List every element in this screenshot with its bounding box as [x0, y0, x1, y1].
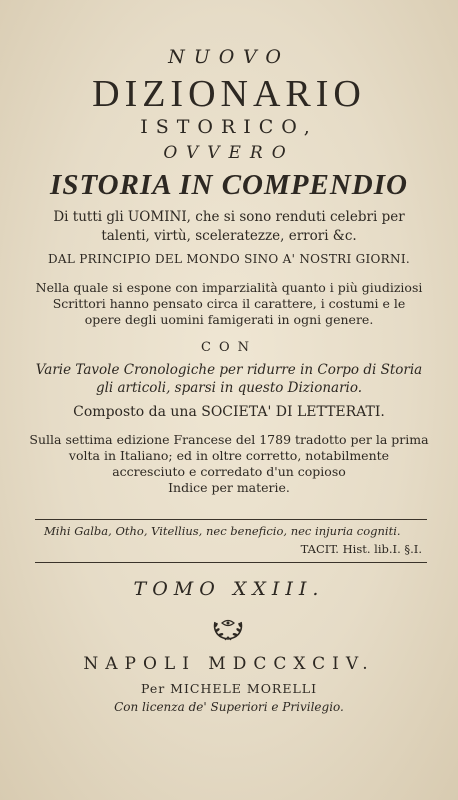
edition-block [0, 432, 458, 496]
description-line: Di tutti gli UOMINI, che si sono renduti celebri per [53, 209, 405, 225]
wreath-ornament-icon [209, 614, 247, 644]
title-storia-in-compendio: ISTORIA IN COMPENDIO [50, 169, 408, 201]
con-heading: CON [201, 340, 257, 355]
top-rule [35, 519, 427, 520]
title-nuovo: NUOVO [168, 46, 290, 68]
varie-line: gli articoli, sparsi in questo Dizionario. [95, 380, 363, 396]
bottom-rule [35, 562, 427, 563]
volume-label: TOMO XXIII. [133, 578, 325, 600]
edition-line: accresciuto e corredato d'un copioso [112, 464, 346, 479]
motto-source: TACIT. Hist. lib.I. §.I. [300, 542, 422, 556]
dal-principio-line: DAL PRINCIPIO DEL MONDO SINO A' NOSTRI GIORNI. [48, 252, 410, 266]
description-block [0, 208, 458, 246]
varie-line: Varie Tavole Cronologiche per ridurre in Corpo di Storia [35, 362, 423, 378]
motto-quote: Mihi Galba, Otho, Vitellius, nec beneficio, nec injuria cogniti. [44, 524, 401, 538]
nella-line: Scrittori hanno pensato circa il carattere, i costumi e le [52, 296, 406, 311]
edition-line: volta in Italiano; ed in oltre corretto, notabilmente [68, 448, 390, 463]
nella-line: opere degli uomini famigerati in ogni genere. [84, 312, 374, 327]
imprint-printer: Per MICHELE MORELLI [140, 681, 318, 696]
imprint-license: Con licenza de' Superiori e Privilegio. [114, 700, 344, 714]
imprint-place-date: NAPOLI MDCCXCIV. [83, 654, 375, 674]
nella-quale-block [0, 280, 458, 328]
edition-line: Sulla settima edizione Francese del 1789 tradotto per la prima [29, 432, 429, 447]
title-istorico: ISTORICO, [140, 116, 318, 138]
description-line: talenti, virtù, sceleratezze, errori &c. [101, 228, 357, 244]
varie-tavole-block [0, 361, 458, 397]
nella-line: Nella quale si espone con imparzialità quanto i più giudiziosi [35, 280, 423, 295]
composto-line: Composto da una SOCIETA' DI LETTERATI. [73, 404, 385, 420]
title-ovvero: OVVERO [163, 143, 295, 163]
edition-line: Indice per materie. [168, 480, 290, 495]
title-dizionario: DIZIONARIO [92, 73, 366, 115]
